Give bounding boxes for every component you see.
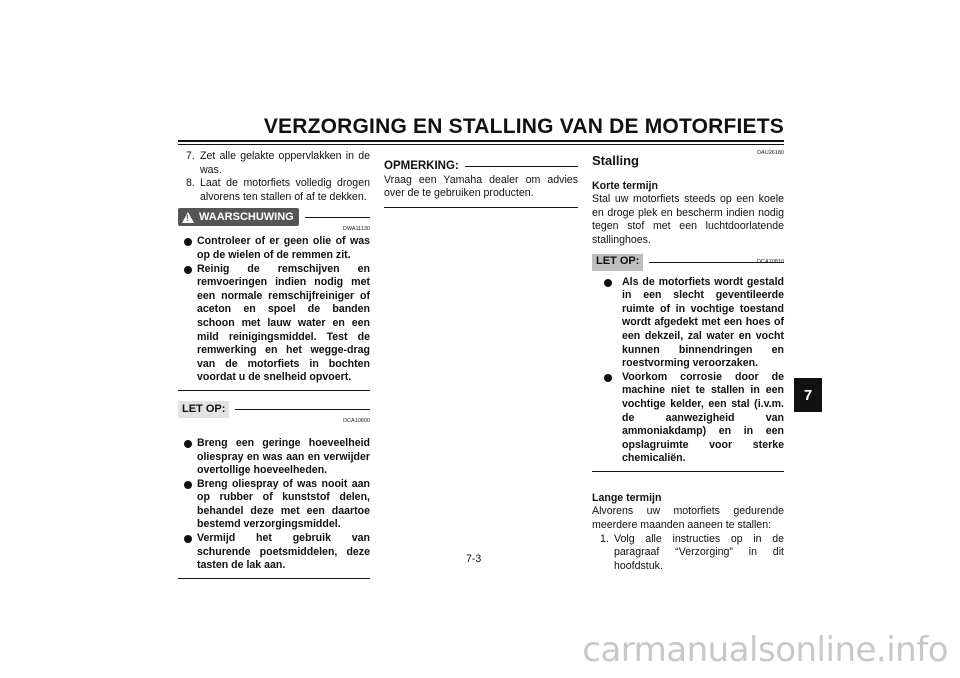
bullet-icon xyxy=(184,535,192,543)
notice-header xyxy=(178,401,370,418)
column-left xyxy=(178,150,370,579)
step-number: 1. xyxy=(600,532,609,545)
watermark: carmanualsonline.info xyxy=(582,630,948,670)
notice-label: LET OP: xyxy=(182,402,226,415)
step-text: Laat de motorfiets volledig drogen alvorens ten stallen of af te dekken. xyxy=(200,177,370,203)
notice-item: Als de motorfiets wordt gestald in een slecht geventileerde ruimte of in vochtige toestand wordt afgedekt met een hoes of een dekzeil, zal water en vocht kunnen binnendringen en roestvorming veroorzaken. xyxy=(592,276,784,371)
column-middle xyxy=(384,150,578,208)
step-item xyxy=(178,150,370,177)
bullet-icon xyxy=(604,279,612,287)
header-rule-thin xyxy=(178,144,784,145)
section-code: DAU26180 xyxy=(757,150,784,156)
notice-item: Voorkom corrosie door de machine niet te stallen in een vochtige kelder, een stal (i.v.m. de aanwezigheid van ammoniakdamp) en in een opslagruimte voor sterke chemicaliën. xyxy=(592,371,784,466)
warning-label: WAARSCHUWING xyxy=(199,210,294,223)
step-text: Volg alle instructies op in de paragraaf “Verzorging” in dit hoofdstuk. xyxy=(614,532,784,572)
warning-label-box xyxy=(178,208,299,226)
short-term-text: Stal uw motorfiets steeds op een koele en droge plek en bescherm indien nodig tegen stof met een luchtdoorlatende stallinghoes. xyxy=(592,193,784,246)
section-title: Stalling xyxy=(592,153,639,168)
notice-label: LET OP: xyxy=(596,255,640,268)
bullet-icon xyxy=(604,374,612,382)
bullet-icon xyxy=(184,481,192,489)
step-text: Zet alle gelakte oppervlakken in de was. xyxy=(200,150,370,176)
header-rule-thick xyxy=(178,140,784,142)
warning-code: DWA11130 xyxy=(342,226,370,233)
bullet-icon xyxy=(184,266,192,274)
step-item xyxy=(178,177,370,204)
notice-code: DCA10800 xyxy=(343,417,370,424)
notice-header-rule xyxy=(235,409,370,410)
notice-end-rule xyxy=(592,471,784,472)
notice-item: Breng oliespray of was nooit aan op rubber of kunststof delen, behandel deze met een daartoe bestemd verzorgingsmiddel. xyxy=(178,478,370,532)
column-right xyxy=(592,150,784,573)
notice-label-box xyxy=(178,401,229,418)
note-header-rule xyxy=(465,166,578,167)
warning-triangle-icon: ! xyxy=(182,212,194,223)
step-item xyxy=(592,533,784,574)
long-term-text: Alvorens uw motorfiets gedurende meerdere maanden aaneen te stallen: xyxy=(592,505,784,532)
note-text: Vraag een Yamaha dealer om advies over de te gebruiken producten. xyxy=(384,173,578,200)
bullet-icon xyxy=(184,440,192,448)
page-title: VERZORGING EN STALLING VAN DE MOTORFIETS xyxy=(263,115,784,138)
notice-list xyxy=(592,276,784,466)
long-term-heading: Lange termijn xyxy=(592,491,662,504)
chapter-tab: 7 xyxy=(794,378,822,412)
notice-header xyxy=(592,254,784,271)
note-title: OPMERKING: xyxy=(384,160,459,172)
step-number: 7. xyxy=(186,150,195,162)
warning-item: Controleer of er geen olie of was op de wielen of de remmen zit. xyxy=(178,235,370,262)
notice-code: DCA10810 xyxy=(757,258,784,265)
note-header xyxy=(384,160,578,174)
notice-label-box xyxy=(592,254,643,271)
page-header xyxy=(178,115,784,143)
note-end-rule xyxy=(384,207,578,208)
warning-header-rule xyxy=(305,217,370,218)
warning-end-rule xyxy=(178,390,370,391)
notice-end-rule xyxy=(178,578,370,579)
warning-list xyxy=(178,235,370,385)
page-number: 7-3 xyxy=(466,553,482,565)
notice-list xyxy=(178,437,370,573)
notice-item: Breng een geringe hoeveelheid oliespray en was aan en verwijder overtollige hoeveelheden. xyxy=(178,437,370,478)
warning-item: Reinig de remschijven en remvoeringen indien nodig met een normale remschijfreiniger of aceton en spoel de banden schoon met lauw water en een mild reinigingsmiddel. Test de remwerking en het wegge-drag van de motorfiets in bochten voordat u de snelheid opvoert. xyxy=(178,263,370,385)
warning-header xyxy=(178,208,370,226)
bullet-icon xyxy=(184,238,192,246)
notice-item: Vermijd het gebruik van schurende poetsmiddelen, deze tasten de lak aan. xyxy=(178,532,370,573)
step-number: 8. xyxy=(186,177,195,190)
short-term-heading: Korte termijn xyxy=(592,179,658,192)
